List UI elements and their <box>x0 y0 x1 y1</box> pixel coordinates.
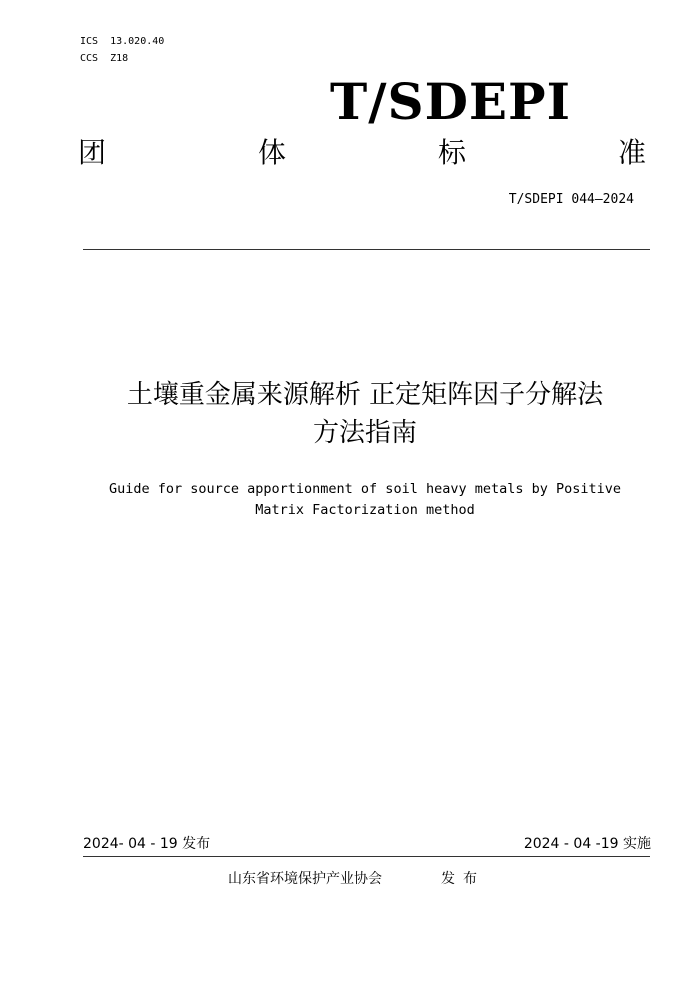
ics-code: ICS 13.020.40 <box>80 36 165 47</box>
standard-type-heading <box>78 134 646 174</box>
publish-date: 2024- 04 - 19 发布 <box>83 836 211 852</box>
ccs-code: CCS Z18 <box>80 53 129 64</box>
chinese-title-line: 方法指南 <box>312 418 417 448</box>
standard-logo: T/SDEPI <box>330 72 572 131</box>
publish-label: 发布 <box>441 871 485 887</box>
standard-type-char: 团 <box>78 136 107 169</box>
english-title-line: Matrix Factorization method <box>255 502 475 518</box>
footer-divider <box>83 856 650 857</box>
standard-type-char: 体 <box>257 136 286 169</box>
implementation-date: 2024 - 04 -19 实施 <box>523 836 651 852</box>
publisher-name: 山东省环境保护产业协会 <box>228 871 382 887</box>
header-divider <box>83 249 650 250</box>
standard-type-char: 准 <box>617 136 646 169</box>
english-title-line: Guide for source apportionment of soil heavy metals by Positive <box>108 481 622 497</box>
standard-number: T/SDEPI 044—2024 <box>508 192 634 207</box>
chinese-title-line: 土壤重金属来源解析 正定矩阵因子分解法 <box>126 380 604 410</box>
english-title <box>60 479 670 521</box>
standard-type-char: 标 <box>437 136 466 169</box>
chinese-title <box>60 376 670 452</box>
